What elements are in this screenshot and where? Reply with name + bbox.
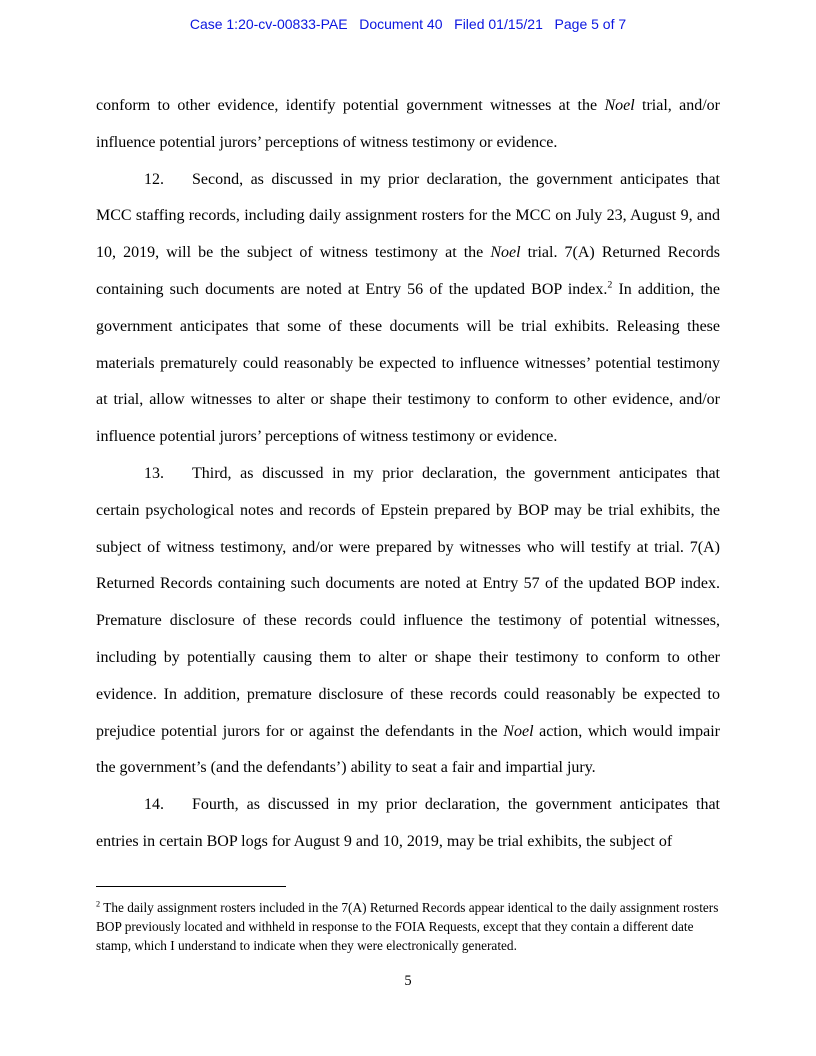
paragraph <box>96 456 720 787</box>
italic-text: Noel <box>503 722 534 740</box>
text-run: Second, as discussed in my prior declaration, the government anticipates that MCC staffing records, including daily assignment rosters for the MCC on July 23, August 9, and 10, 2019, will be the subject of witness testimony at the <box>96 170 720 262</box>
text-run: trial. 7(A) Returned Records containing such documents are noted at Entry 56 of the updated BOP index. <box>96 244 721 298</box>
italic-text: Noel <box>490 244 521 262</box>
paragraph <box>96 787 720 861</box>
paragraph-number: 12. <box>144 170 164 188</box>
footnote-separator <box>96 886 286 887</box>
footnote <box>96 898 720 955</box>
text-run: In addition, the government anticipates that some of these documents will be trial exhibits. Releasing these materials prematurely could reasonably be expected to influence witnesses’ potential testimony at trial, allow witnesses to alter or shape their testimony to conform to other evidence, and/or influence potential jurors’ perceptions of witness testimony or evidence. <box>96 280 720 446</box>
paragraph <box>96 162 720 456</box>
text-run: conform to other evidence, identify potential government witnesses at the <box>96 97 605 114</box>
text-run: Fourth, as discussed in my prior declaration, the government anticipates that entries in certain BOP logs for August 9 and 10, 2019, may be trial exhibits, the subject of <box>96 796 720 850</box>
paragraph-number: 14. <box>144 796 164 814</box>
paragraph <box>96 88 720 162</box>
document-body <box>96 88 720 861</box>
italic-text: Noel <box>604 97 635 114</box>
footnote-reference: 2 <box>607 279 613 291</box>
page-number: 5 <box>404 973 412 989</box>
footnote-reference: 2 <box>96 899 101 909</box>
text-run: Third, as discussed in my prior declaration, the government anticipates that certain psychological notes and records of Epstein prepared by BOP may be trial exhibits, the subject of witness testimony, and/or were prepared by witnesses who will testify at trial. 7(A) Returned Records containing such documents are noted at Entry 57 of the updated BOP index. Premature disclosure of these records could influence the testimony of potential witnesses, including by potentially causing them to alter or shape their testimony to conform to other evidence. In addition, premature disclosure of these records could reasonably be expected to prejudice potential jurors for or against the defendants in the <box>96 464 720 740</box>
text-run: trial, and/or influence potential jurors’ perceptions of witness testimony or evidence. <box>96 97 721 151</box>
text-run: action, which would impair the government’s (and the defendants’) ability to seat a fair and impartial jury. <box>96 722 720 777</box>
court-filing-stamp: Case 1:20-cv-00833-PAE Document 40 Filed 01/15/21 Page 5 of 7 <box>189 16 627 32</box>
paragraph-number: 13. <box>144 464 164 482</box>
text-run: The daily assignment rosters included in the 7(A) Returned Records appear identical to the daily assignment rosters BOP previously located and withheld in response to the FOIA Requests, except that they contain a different date stamp, which I understand to indicate when they were electronically generated. <box>96 900 719 953</box>
